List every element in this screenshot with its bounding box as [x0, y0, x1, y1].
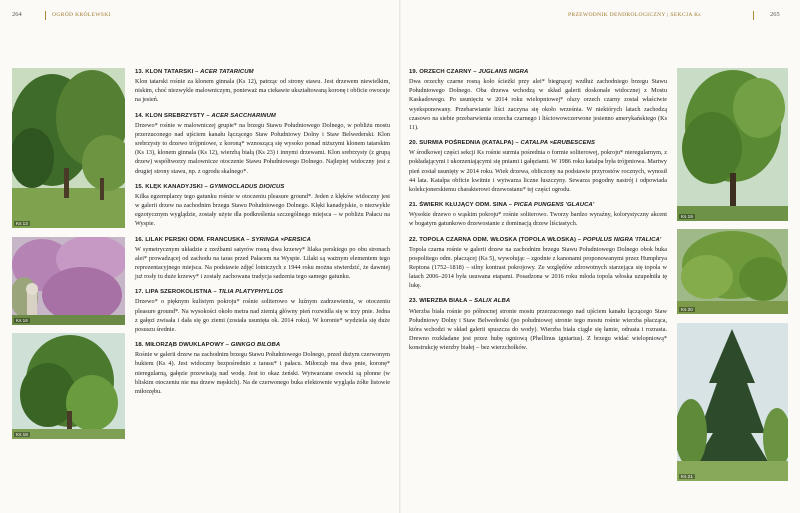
header-divider-right [753, 11, 754, 20]
species-latin-name: POPULUS NIGRA 'ITALICA' [582, 236, 662, 243]
species-description: W symetrycznym układzie z rzeźbami satyrów rosną dwa krzewy* lilaka perskiego po obu stronach alei* prowadzącej od zachodu na taras przed Pałacem na Wyspie. Lilaki są ważnym elementem tego reprezentacyjnego miejsca. Na podstawie zdjęć lotniczych z 1944 roku można stwierdzić, że dawniej już rosły tu duże krzewy* i zostały zachowana tradycja sadzenia tego samego gatunku. [135, 245, 390, 281]
species-entry [135, 183, 390, 229]
species-common-name: 23. WIERZBA BIAŁA – [409, 298, 475, 305]
species-latin-name: TILIA PLATYPHYLLOS [218, 289, 284, 296]
header-divider-left [45, 11, 46, 20]
species-description: Rośnie w galerii drzew na zachodnim brzegu Stawu Południowego Dolnego, przed dużym czerwonym bukiem (Ks 4). Jest widoczny bezpośrednio z tarasu* i pałacu. Miłorząb ma dwa pnie, koronę* nieregularną, gałęzie przewisają nad wodę. Jest to okaz żeński. Wytwarzane owocki są płonne (w bliskim otoczeniu nie ma drzew męskich). Na de czerwonego buka efektownie wygląda żółte listowie miłorzębu. [135, 351, 390, 395]
species-latin-name: SYRINGA ×PERSICA [251, 236, 311, 243]
species-latin-name: PICEA PUNGENS 'GLAUCA' [513, 202, 595, 209]
species-latin-name: ACER TATARICUM [200, 69, 254, 75]
photo-ks16 [12, 237, 125, 325]
right-page-number: 265 [770, 11, 780, 18]
species-common-name: 14. KLON SREBRZYSTY – [135, 112, 212, 119]
species-heading [409, 68, 667, 77]
species-heading [135, 341, 390, 350]
species-latin-name: GINKGO BILOBA [230, 342, 281, 349]
right-text-column [409, 68, 667, 359]
species-description: W środkowej części sekcji Ks rośnie surmia pośrednia o formie soliterowej, pokroju* nieregularnym, z pokładającymi i ukorzeniającymi się pniami i gałęziami. W 1986 roku katalpa była trójpniowa. Martwy pień został usunięty w 2014 roku. Wiek drzewa, obliczony na podstawie przyrostów rocznych, wynosił 44 lata. Katalpa obficie kwitnie i wytwarza liczne łuszczyny. Sewarza pogodny nastrój i odpowiada kolekcjonerskiemu charakterowi drzewostanu* tej części ogrodu. [409, 149, 667, 193]
species-description: Drzewo* rośnie w malowniczej grupie* na brzegu Stawu Południowego Dolnego, w pobliżu mostu przerzuconego nad ujściem kanału łączącego Staw Południowy Dolny i Staw Belwederski. Klon srebrzysty to drzewo trójpniowe, z koroną* wznoszącą się wysoko ponad niższymi klonem tatarskim (Ks 13), klonem ginnala (Ks 12), wierzbą białą (Ks 23) i innymi drzewami. Klon srebrzysty (z grupą drzew) współtworzy malownicze otoczenie Stawu Południowego Dolnego. Najlepiej widoczny jest z drugiej strony stawu, np. z ogrodu skalnego*. [135, 121, 390, 175]
species-description: Wysokie drzewo o wąskim pokroju* rośnie soliterowo. Tworzy bardzo wyraźny, kolorystyczny akcent w bogatym gatunkowo drzewostanie z dominacją drzew liściastych. [409, 211, 667, 228]
species-heading [409, 236, 667, 245]
species-heading [135, 236, 390, 245]
left-page-number: 264 [12, 11, 22, 18]
species-heading [409, 139, 667, 148]
species-description: Klon tatarski rośnie za klonem ginnala (Ks 12), patrząc od strony stawu. Jest drzewem niewielkim, niskim, choć niezwykle malowniczym, ponieważ ma ciekawie ukształtowaną koronę i obficie owocuje na jesień. [135, 78, 390, 104]
photo-ks18-label: Ks 18 [16, 432, 28, 437]
species-entry [135, 236, 390, 282]
photo-ks18 [12, 333, 125, 439]
species-latin-name: CATALPA ×ERUBESCENS [520, 140, 596, 147]
photo-ks13 [12, 68, 125, 228]
species-common-name: 16. LILAK PERSKI ODM. FRANCUSKA – [135, 236, 252, 243]
species-description: Dwa orzechy czarne rosną koło ścieżki przy alei* biegnącej wzdłuż zachodniego brzegu Stawu Południowego Dolnego. Oba drzewa wchodzą w skład galerii doskonale widocznej z Mostu Kaskadowego. Po usunięciu w 2014 roku wielopniowej* olszy orzech czarny został właściwie wyeksponowany. Przebarwianie liści zaczyna się około września. W niektórych latach zachodzą czasowo na siebie przebarwienia orzecha czarnego i liściowowczerwone jesienno amerykańskiego (Ks 11). [409, 78, 667, 131]
species-common-name: 21. ŚWIERK KŁUJĄCY ODM. SINA – [409, 202, 514, 209]
species-heading [135, 112, 390, 121]
species-description: Drzewo* o pięknym kulistym pokroju* rośnie soliterowo w luźnym zadrzewieniu, w otoczeniu pleasure ground*. Na wysokości około metra nad ziemią główny pień rozwidla się w trzy pnie. Jedna z gałęzi zwisała i dała się go ziemi (została usunięta ok. 2014 roku). W koronie* wydziela się duże posuszu średnie. [135, 298, 390, 333]
photo-ks19 [677, 68, 788, 221]
species-entry [409, 236, 667, 291]
species-heading [135, 68, 390, 77]
species-entry [135, 341, 390, 396]
species-common-name: 17. LIPA SZEROKOLISTNA – [135, 289, 219, 296]
left-running-header: OGRÓD KRÓLEWSKI [52, 12, 111, 18]
species-latin-name: ACER SACCHARINUM [211, 112, 276, 119]
photo-ks20 [677, 229, 788, 314]
species-latin-name: SALIX ALBA [474, 298, 511, 305]
photo-ks20-label: Ks 20 [681, 307, 693, 312]
species-entry [409, 297, 667, 352]
species-common-name: 15. KLĘK KANADYJSKI – [135, 183, 210, 190]
species-entry [135, 112, 390, 176]
species-description: Topola czarna rośnie w galerii drzew na zachodnim brzegu Stawu Południowego Dolnego obok buka pospolitego odm. płaczącej (Ks 5), wywołując – zgodnie z kanonami proponowanymi przez Humphrya Reptona (1752–1818) – silny kontrast pokrojowy. Ze względów zdrowotnych starzejąca się topola w latach 2006–2014 była usuwana etapami. Posadzona w 2016 roku młoda topola włoska uzupełniła tę lukę. [409, 245, 667, 290]
species-entry [409, 139, 667, 194]
species-entry [409, 201, 667, 228]
species-common-name: 20. SURMIA POŚREDNIA (KATALPA) – [409, 140, 521, 147]
species-entry [409, 68, 667, 132]
species-heading [135, 288, 390, 297]
book-gutter [399, 0, 401, 513]
species-latin-name: GYMNOCLADUS DIOICUS [209, 183, 285, 190]
species-heading [409, 201, 667, 210]
species-common-name: 19. ORZECH CZARNY – [409, 69, 479, 75]
photo-ks13-label: Ks 13 [16, 221, 28, 226]
species-heading [135, 183, 390, 192]
photo-ks16-label: Ks 16 [16, 318, 28, 323]
species-entry [135, 68, 390, 105]
species-common-name: 13. KLON TATARSKI – [135, 69, 201, 75]
right-running-header: PRZEWODNIK DENDROLOGICZNY | SEKCJA Ks [568, 12, 701, 18]
species-description: Wierzba biała rośnie po północnej stronie mostu przerzuconego nad ujściem kanału łączącego Staw Południowy Dolny i Staw Belwederski (po południowej stronie tego mostu rośnie wierzba płacząca, która wchodzi w skład galerii spuszcza do wody). Wierzba biała ciągle się łamie, odrasta i rozrasta. Drewno rozkładane jest przez hubę ogniową (Phellinus igniarius). Z brzegu widać wielopniową* konstrukcję wierzby białej – bez wierzchołków. [409, 307, 667, 352]
photo-ks19-label: Ks 19 [681, 214, 693, 219]
left-text-column [135, 68, 390, 403]
species-entry [135, 288, 390, 334]
species-description: Kilka egzemplarzy tego gatunku rośnie w otoczeniu pleasure ground*. Jeden z klęków widoczny jest w galerii drzew na zachodnim brzegu Stawu Południowego Dolnego. Klęki kanadyjskie, o niezwykle egzotycznym wyglądzie, zostały użyte dla podkreślenia szczególnego miejsca – w pobliżu Pałacu na Wyspie. [135, 192, 390, 228]
species-common-name: 22. TOPOLA CZARNA ODM. WŁOSKA (TOPOLA WŁOSKA) – [409, 236, 583, 243]
species-common-name: 18. MIŁORZĄB DWUKLAPOWY – [135, 342, 231, 349]
photo-ks21 [677, 323, 788, 481]
species-latin-name: JUGLANS NIGRA [478, 69, 529, 75]
species-heading [409, 297, 667, 306]
photo-ks21-label: Ks 21 [681, 474, 693, 479]
